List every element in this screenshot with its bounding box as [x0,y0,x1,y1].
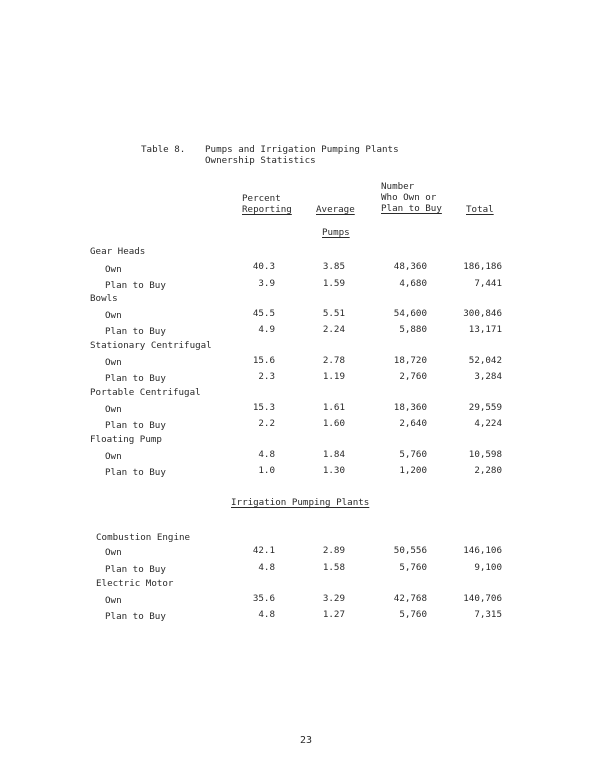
row-label: Own [105,264,122,275]
average-cell: 1.27 [322,609,345,620]
average-cell: 1.30 [322,465,345,476]
total-cell: 13,171 [468,324,502,335]
number-cell: 4,680 [399,278,427,289]
number-cell: 42,768 [393,593,427,604]
number-cell: 2,640 [399,418,427,429]
average-cell: 1.58 [322,562,345,573]
number-cell: 5,760 [399,449,427,460]
header-average: Average [316,204,355,215]
row-label: Plan to Buy [105,564,166,575]
number-cell: 50,556 [393,545,427,556]
group-label: Stationary Centrifugal [90,340,212,351]
total-cell: 7,315 [474,609,502,620]
header-number-line-3: Plan to Buy [381,203,442,214]
average-cell: 1.61 [322,402,345,413]
percent-cell: 15.6 [252,355,275,366]
total-cell: 146,106 [463,545,502,556]
number-cell: 1,200 [399,465,427,476]
number-cell: 54,600 [393,308,427,319]
percent-cell: 2.2 [258,418,275,429]
row-label: Own [105,451,122,462]
row-label: Own [105,357,122,368]
average-cell: 2.78 [322,355,345,366]
percent-cell: 1.0 [258,465,275,476]
average-cell: 1.84 [322,449,345,460]
total-cell: 300,846 [463,308,502,319]
total-cell: 52,042 [468,355,502,366]
header-percent-line-1: Percent [242,193,281,204]
group-label: Gear Heads [90,246,146,257]
row-label: Plan to Buy [105,611,166,622]
percent-cell: 45.5 [252,308,275,319]
section-pumps-label: Pumps [322,227,350,238]
number-cell: 5,760 [399,609,427,620]
group-label: Electric Motor [96,578,174,589]
total-cell: 2,280 [474,465,502,476]
average-cell: 1.60 [322,418,345,429]
row-label: Plan to Buy [105,326,166,337]
header-number-line-1: Number [381,181,415,192]
total-cell: 4,224 [474,418,502,429]
row-label: Own [105,547,122,558]
row-label: Plan to Buy [105,373,166,384]
average-cell: 3.85 [322,261,345,272]
row-label: Plan to Buy [105,467,166,478]
number-cell: 18,360 [393,402,427,413]
total-cell: 9,100 [474,562,502,573]
percent-cell: 42.1 [252,545,275,556]
table-title-line-1: Pumps and Irrigation Pumping Plants [205,144,399,155]
percent-cell: 4.8 [258,609,275,620]
percent-cell: 4.8 [258,449,275,460]
group-label: Floating Pump [90,434,162,445]
row-label: Own [105,595,122,606]
header-percent-line-2: Reporting [242,204,292,215]
number-cell: 18,720 [393,355,427,366]
total-cell: 140,706 [463,593,502,604]
average-cell: 2.89 [322,545,345,556]
header-total: Total [466,204,494,215]
row-label: Own [105,404,122,415]
group-label: Portable Centrifugal [90,387,201,398]
average-cell: 3.29 [322,593,345,604]
page-number: 23 [300,735,313,746]
total-cell: 186,186 [463,261,502,272]
average-cell: 1.19 [322,371,345,382]
percent-cell: 4.9 [258,324,275,335]
average-cell: 1.59 [322,278,345,289]
header-number-line-2: Who Own or [381,192,437,203]
table-label: Table 8. [141,144,186,155]
total-cell: 3,284 [474,371,502,382]
section-plants-label: Irrigation Pumping Plants [231,497,370,508]
group-label: Bowls [90,293,118,304]
total-cell: 7,441 [474,278,502,289]
percent-cell: 15.3 [252,402,275,413]
percent-cell: 4.8 [258,562,275,573]
number-cell: 5,880 [399,324,427,335]
percent-cell: 35.6 [252,593,275,604]
table-title-line-2: Ownership Statistics [205,155,316,166]
average-cell: 5.51 [322,308,345,319]
number-cell: 2,760 [399,371,427,382]
percent-cell: 40.3 [252,261,275,272]
percent-cell: 3.9 [258,278,275,289]
number-cell: 5,760 [399,562,427,573]
average-cell: 2.24 [322,324,345,335]
percent-cell: 2.3 [258,371,275,382]
group-label: Combustion Engine [96,532,191,543]
row-label: Plan to Buy [105,280,166,291]
total-cell: 29,559 [468,402,502,413]
row-label: Plan to Buy [105,420,166,431]
row-label: Own [105,310,122,321]
number-cell: 48,360 [393,261,427,272]
total-cell: 10,598 [468,449,502,460]
